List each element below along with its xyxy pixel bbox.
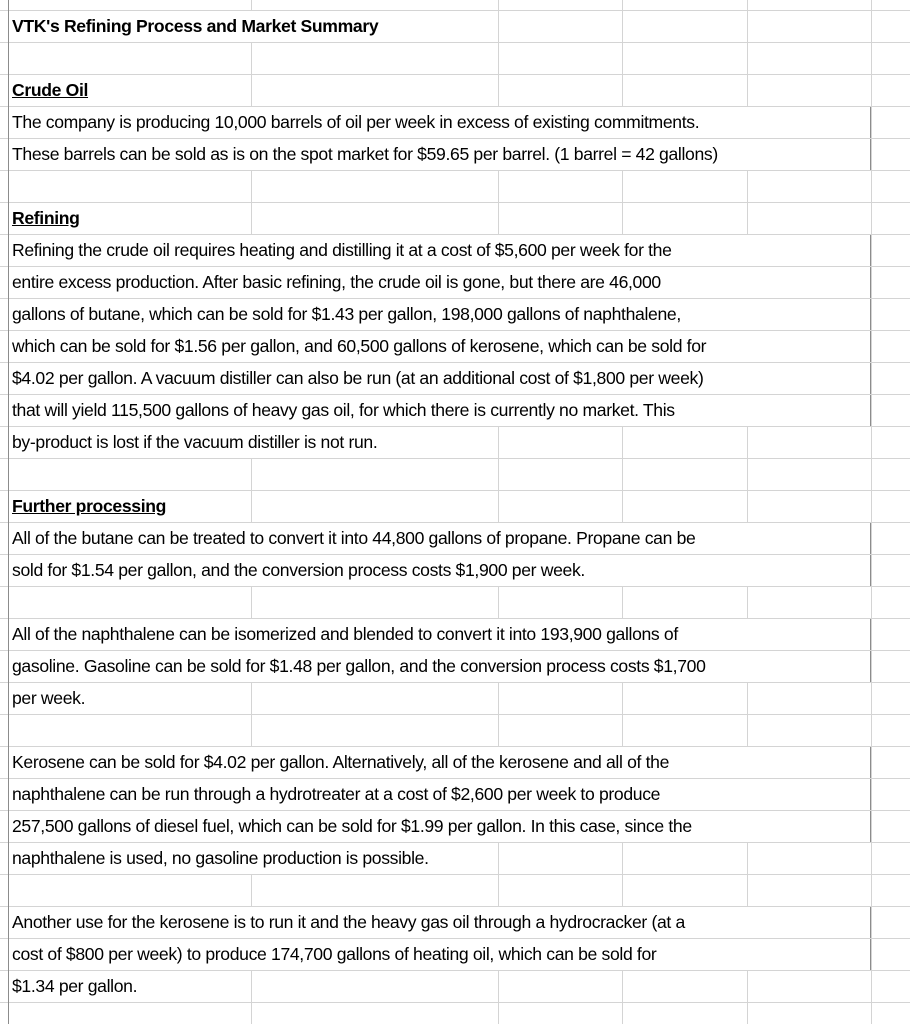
cell-text[interactable]: sold for $1.54 per gallon, and the conversion process costs $1,900 per week. <box>9 555 871 586</box>
column-gridline <box>871 0 872 1024</box>
sheet-row[interactable] <box>9 907 871 938</box>
sheet-row[interactable] <box>9 427 377 458</box>
section-heading[interactable]: Crude Oil <box>9 75 88 106</box>
cell-text[interactable]: which can be sold for $1.56 per gallon, and 60,500 gallons of kerosene, which can be sold for <box>9 331 871 362</box>
row-gridline <box>0 1002 910 1003</box>
section-heading[interactable]: Refining <box>9 203 80 234</box>
row-gridline <box>0 714 910 715</box>
row-gridline <box>0 586 910 587</box>
row-gridline <box>0 874 910 875</box>
sheet-row[interactable] <box>9 235 871 266</box>
cell-text[interactable]: $1.34 per gallon. <box>9 971 137 1002</box>
sheet-row[interactable] <box>9 843 429 874</box>
cell-text[interactable]: 257,500 gallons of diesel fuel, which can be sold for $1.99 per gallon. In this case, since the <box>9 811 871 842</box>
cell-text[interactable]: gasoline. Gasoline can be sold for $1.48 per gallon, and the conversion process costs $1,700 <box>9 651 871 682</box>
sheet-row[interactable] <box>9 939 871 970</box>
sheet-row[interactable] <box>9 683 85 714</box>
row-gridline <box>0 458 910 459</box>
cell-text[interactable]: entire excess production. After basic refining, the crude oil is gone, but there are 46,000 <box>9 267 871 298</box>
sheet-row[interactable] <box>9 395 871 426</box>
cell-text[interactable]: $4.02 per gallon. A vacuum distiller can also be run (at an additional cost of $1,800 per week) <box>9 363 871 394</box>
sheet-row[interactable] <box>9 523 871 554</box>
sheet-row[interactable] <box>9 267 871 298</box>
sheet-row[interactable] <box>9 971 137 1002</box>
cell-text[interactable]: cost of $800 per week) to produce 174,700 gallons of heating oil, which can be sold for <box>9 939 871 970</box>
sheet-row[interactable] <box>9 11 378 42</box>
cell-text[interactable]: naphthalene can be run through a hydrotreater at a cost of $2,600 per week to produce <box>9 779 871 810</box>
sheet-row[interactable] <box>9 203 80 234</box>
sheet-row[interactable] <box>9 651 871 682</box>
sheet-row[interactable] <box>9 747 871 778</box>
row-gridline <box>0 202 910 203</box>
row-gridline <box>0 42 910 43</box>
sheet-row[interactable] <box>9 491 166 522</box>
row-gridline <box>0 170 910 171</box>
sheet-row[interactable] <box>9 555 871 586</box>
section-heading[interactable]: Further processing <box>9 491 166 522</box>
cell-text[interactable]: per week. <box>9 683 85 714</box>
sheet-row[interactable] <box>9 779 871 810</box>
cell-text[interactable]: These barrels can be sold as is on the spot market for $59.65 per barrel. (1 barrel = 42 gallons) <box>9 139 871 170</box>
cell-text[interactable]: All of the naphthalene can be isomerized and blended to convert it into 193,900 gallons of <box>9 619 871 650</box>
sheet-row[interactable] <box>9 139 871 170</box>
sheet-row[interactable] <box>9 811 871 842</box>
sheet-row[interactable] <box>9 107 871 138</box>
cell-text[interactable]: The company is producing 10,000 barrels of oil per week in excess of existing commitments. <box>9 107 871 138</box>
cell-text[interactable]: All of the butane can be treated to convert it into 44,800 gallons of propane. Propane can be <box>9 523 871 554</box>
row-gridline <box>0 74 910 75</box>
cell-text[interactable]: naphthalene is used, no gasoline production is possible. <box>9 843 429 874</box>
sheet-row[interactable] <box>9 331 871 362</box>
cell-text[interactable]: that will yield 115,500 gallons of heavy gas oil, for which there is currently no market. This <box>9 395 871 426</box>
cell-text[interactable]: by-product is lost if the vacuum distiller is not run. <box>9 427 377 458</box>
sheet-row[interactable] <box>9 299 871 330</box>
sheet-row[interactable] <box>9 619 871 650</box>
sheet-row[interactable] <box>9 75 88 106</box>
sheet-row[interactable] <box>9 363 871 394</box>
cell-text[interactable]: gallons of butane, which can be sold for $1.43 per gallon, 198,000 gallons of naphthalene, <box>9 299 871 330</box>
row-gridline <box>0 682 910 683</box>
sheet-title[interactable]: VTK's Refining Process and Market Summary <box>9 11 378 42</box>
cell-text[interactable]: Refining the crude oil requires heating and distilling it at a cost of $5,600 per week for the <box>9 235 871 266</box>
cell-text[interactable]: Another use for the kerosene is to run it and the heavy gas oil through a hydrocracker (at a <box>9 907 871 938</box>
cell-text[interactable]: Kerosene can be sold for $4.02 per gallon. Alternatively, all of the kerosene and all of the <box>9 747 871 778</box>
